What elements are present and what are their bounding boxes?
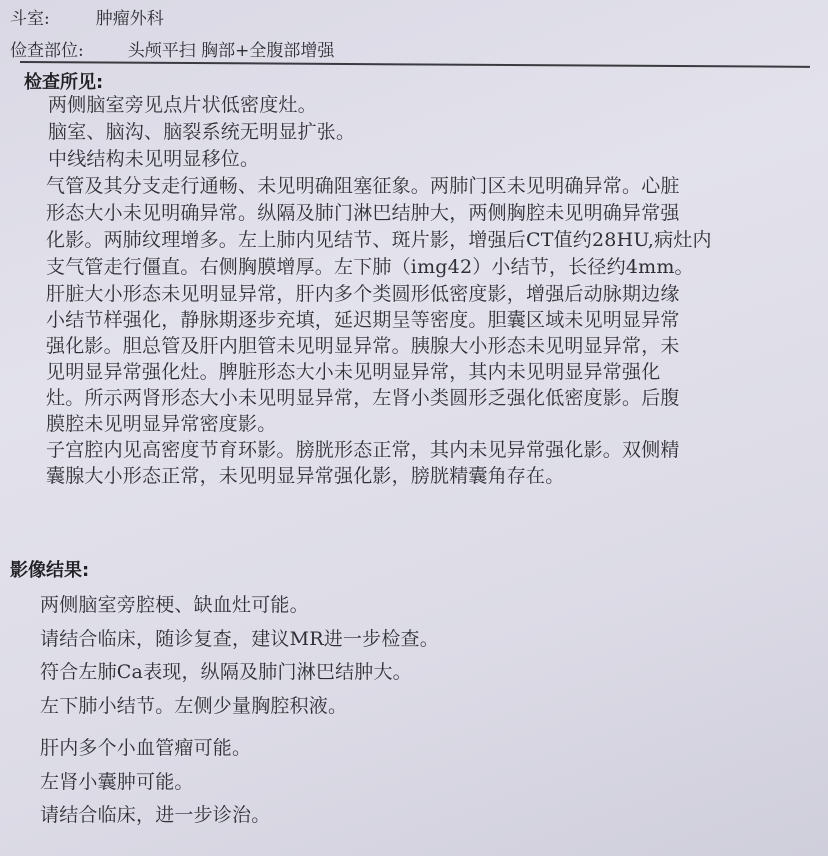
findings-line: 中线结构未见明显移位。 [48,148,260,170]
header-divider [20,61,810,68]
findings-line: 形态大小未见明确异常。纵隔及肺门淋巴结肿大，两侧胸腔未见明确异常强 [46,202,680,224]
findings-title: 检查所见: [24,72,104,93]
findings-line: 强化影。胆总管及肝内胆管未见明显异常。胰腺大小形态未见明显异常，未 [46,335,680,357]
findings-line: 子宫腔内见高密度节育环影。膀胱形态正常，其内未见异常强化影。双侧精 [46,439,680,461]
exam-site-value: 头颅平扫 胸部+全腹部增强 [127,41,335,61]
findings-line: 脑室、脑沟、脑裂系统无明显扩张。 [48,121,356,143]
findings-line: 膜腔未见明显异常密度影。 [46,413,277,435]
findings-line: 肝脏大小形态未见明显异常，肝内多个类圆形低密度影，增强后动脉期边缘 [46,283,680,305]
findings-line: 支气管走行僵直。右侧胸膜增厚。左下肺（img42）小结节，长径约4mm。 [46,256,694,278]
results-line: 左肾小囊肿可能。 [40,771,194,793]
results-title: 影像结果: [10,560,90,581]
exam-site-label: 俭查部位: [10,41,84,61]
department-label: 斗室: [10,9,50,29]
findings-line: 囊腺大小形态正常，未见明显异常强化影，膀胱精囊角存在。 [46,465,565,487]
results-line: 请结合临床，进一步诊治。 [40,804,271,826]
findings-line: 灶。所示两肾形态大小未见明显异常，左肾小类圆形乏强化低密度影。后腹 [46,387,680,409]
findings-line: 化影。两肺纹理增多。左上肺内见结节、斑片影，增强后CT值约28HU,病灶内 [46,229,712,251]
findings-line: 气管及其分支走行通畅、未见明确阻塞征象。两肺门区未见明确异常。心脏 [46,175,680,197]
results-line: 肝内多个小血管瘤可能。 [40,737,252,759]
results-line: 左下肺小结节。左侧少量胸腔积液。 [40,695,348,717]
findings-line: 小结节样强化，静脉期逐步充填，延迟期呈等密度。胆囊区域未见明显异常 [46,309,680,331]
exam-site-row [10,36,334,61]
results-line: 请结合临床，随诊复查，建议MR进一步检查。 [40,628,439,650]
department-value: 肿瘤外科 [95,9,164,29]
findings-line: 见明显异常强化灶。脾脏形态大小未见明显异常，其内未见明显异常强化 [46,361,661,383]
results-line: 符合左肺Ca表现，纵隔及肺门淋巴结肿大。 [40,661,412,683]
department-row [10,4,164,29]
results-line: 两侧脑室旁腔梗、缺血灶可能。 [40,594,309,616]
findings-line: 两侧脑室旁见点片状低密度灶。 [48,94,317,116]
